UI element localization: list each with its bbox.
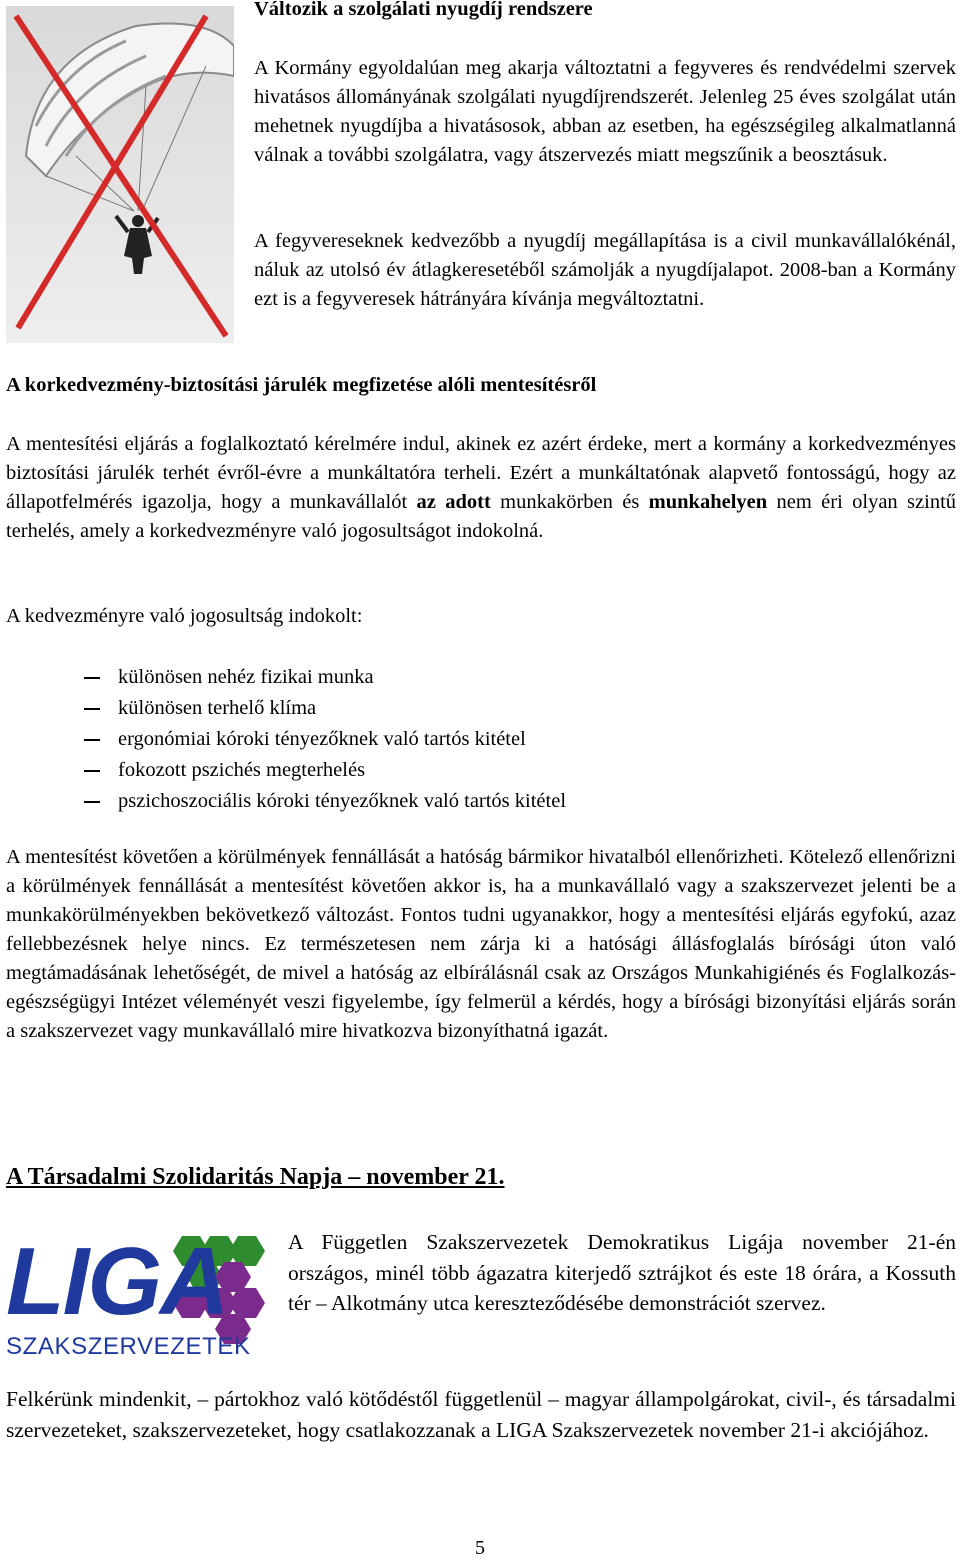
article-paragraph: A Kormány egyoldalúan meg akarja változtatni a fegyveres és rendvédelmi szervek hivatásos állományának szolgálati nyugdíjrendszerét. Jelenleg 25 éves szolgálat után mehetnek nyugdíjba a hivatásosok, abban az esetben, ha egészségileg alkalmatlanná válnak a további szolgálatra, vagy átszervezés miatt megszűnik a beosztásuk. [254,57,956,166]
article-paragraph: Felkérünk mindenkit, – pártokhoz való kötődéstől függetlenül – magyar állampolgárokat, civil-, és társadalmi szervezeteket, szakszervezeteket, hogy csatlakozzanak a LIGA Szakszervezetek november 21-i akciójához. [6,1387,956,1442]
liga-logo [4,1228,266,1364]
list-item-label: különösen terhelő klíma [118,697,317,719]
paragraph-text: A mentesítési eljárás a foglalkoztató kérelmére indul, akinek ez azért érdeke, mert a kormány a korkedvezményes biztosítási járulék terhét évről-évre a munkáltatóra terheli. Ezért a munkáltatónak alapvető fontosságú, hogy az állapotfelmérés igazolja, hogy a munkavállalót [6,433,956,513]
dash-bullet-icon [84,708,100,710]
list-item [6,786,906,817]
list-item [6,693,906,724]
article-paragraph [6,430,956,546]
list-item-label: fokozott pszichés megterhelés [118,759,366,781]
article-paragraph: A Független Szakszervezetek Demokratikus Ligája november 21-én országos, minél több ágazatra kiterjedő sztrájkot és este 18 órára, a Kossuth tér – Alkotmány utca kereszteződésébe demonstrációt szervez. [288,1230,956,1315]
dash-bullet-icon [84,739,100,741]
dash-bullet-icon [84,801,100,803]
list-item-label: ergonómiai kóroki tényezőknek való tartós kitétel [118,728,526,750]
list-item [6,755,906,786]
dash-bullet-icon [84,677,100,679]
emphasis-text: munkahelyen [648,491,768,513]
article-paragraph: A mentesítést követően a körülmények fennállását a hatóság bármikor hivatalból ellenőrizheti. Kötelező ellenőrizni a körülmények fennállását a mentesítést követően akkor is, ha a munkavállaló vagy a szakszervezet jelenti be a munkakörülményekben bekövetkező változást. Fontos tudni ugyanakkor, hogy a mentesítési eljárás egyfokú, azaz fellebbezésnek helye nincs. Ez természetesen nem zárja ki a hatósági állásfoglalás bírósági úton való megtámadásának lehetőségét, de mivel a hatóság az elbírálásnál csak az Országos Munkahigiénés és Foglalkozás-egészségügyi Intézet véleményét veszi figyelembe, így felmerül a kérdés, hogy a bírósági bizonyítási eljárás során a szakszervezet vagy munkavállaló mire hivatkozva bizonyíthatná igazát. [6,846,956,1042]
emphasis-text: az adott [416,491,491,513]
parachutist-crossed-out-image [6,6,234,343]
paragraph-text: munkakörben és [500,491,640,513]
criteria-list [6,662,906,817]
section-heading: A Társadalmi Szolidaritás Napja – november 21. [6,1164,505,1190]
list-intro: A kedvezményre való jogosultság indokolt: [6,605,363,627]
logo-sub-text: SZAKSZERVEZETEK [6,1333,251,1360]
article-title: Változik a szolgálati nyugdíj rendszere [254,0,593,20]
page-number: 5 [475,1537,485,1559]
list-item-label: pszichoszociális kóroki tényezőknek való tartós kitétel [118,790,567,812]
list-item [6,662,906,693]
logo-main-text: LIGA [6,1228,228,1335]
parachute-illustration [6,6,234,343]
list-item [6,724,906,755]
dash-bullet-icon [84,770,100,772]
section-heading: A korkedvezmény-biztosítási járulék megfizetése alóli mentesítésről [6,374,597,396]
paragraph-text: nem éri olyan szintű terhelés, amely a korkedvezményre való jogosultságot indokolná. [6,491,957,542]
list-item-label: különösen nehéz fizikai munka [118,666,374,688]
article-paragraph: A fegyvereseknek kedvezőbb a nyugdíj megállapítása is a civil munkavállalókénál, náluk az utolsó év átlagkeresetéből számolják a nyugdíjalapot. 2008-ban a Kormány ezt is a fegyveresek hátrányára kívánja megváltoztatni. [254,230,956,310]
